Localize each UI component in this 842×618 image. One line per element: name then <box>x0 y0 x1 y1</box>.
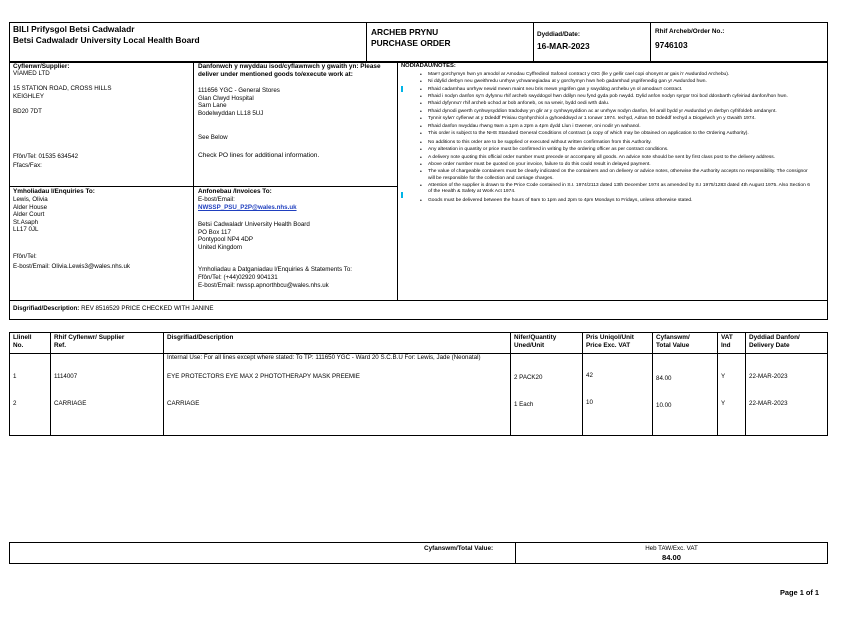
supplier-line <box>13 78 111 86</box>
invoices-email-link[interactable]: NWSSP_PSU_P2P@wales.nhs.uk <box>198 204 297 211</box>
notes-label: NODIADAU/NOTES: <box>401 63 456 69</box>
col-header-price: Pris Uniqol/Unit Price Exc. VAT <box>586 334 634 349</box>
invoices-line: PO Box 117 <box>198 228 231 236</box>
invoices-label: Anfonebau /Invoices To: <box>198 188 272 195</box>
enquiries-line: Lewis, Olivia <box>13 196 48 203</box>
date-label: Dyddiad/Date: <box>537 31 580 38</box>
enquiries-label: Ymholiadau l/Enquiries To: <box>13 188 95 195</box>
table-row-2-line: 2 <box>13 400 17 407</box>
delivery-heading: Danfonwch y nwyddau isod/cyflawnwch y gwaith yn: Please deliver under mentioned goods to/execute work at: <box>198 63 381 78</box>
total-value-label: Cyfanswm/Total Value: <box>424 545 494 552</box>
notes-list <box>402 72 812 206</box>
statements-label: Ymholiadau a Datganiadau l/Enquiries & Statements To: <box>198 266 352 273</box>
delivery-line: Sarn Lane <box>198 102 227 109</box>
invoices-line: Betsi Cadwaladr University Health Board <box>198 221 310 228</box>
table-row-1-description: EYE PROTECTORS EYE MAX 2 PHOTOTHERAPY MASK PREEMIE <box>167 373 360 380</box>
description-label: Disgrifiad/Description: <box>13 305 80 312</box>
enquiries-address <box>13 196 48 234</box>
table-row-1-price: 42 <box>586 372 593 379</box>
statements-email[interactable]: E-bost/Email: nwssp.apnorthbcu@wales.nhs.uk <box>198 282 329 289</box>
table-row-2-total: 10.00 <box>656 402 672 409</box>
enquiries-line: St.Asaph <box>13 218 39 226</box>
note-item: • Goods must be delivered between the hours of 9am to 1pm and 2pm to 4pm Mondays to Fridays, unless otherwise stated. <box>402 198 812 204</box>
note-item: • Above order number must be quoted on your invoice, failure to do this could result in delayed payment. <box>402 162 812 168</box>
check-po-lines: Check PO lines for additional information. <box>198 152 320 159</box>
invoices-line: Pontypool NP4 4DP <box>198 236 254 243</box>
table-row-2-vat: Y <box>721 400 726 407</box>
invoices-line: United Kingdom <box>198 243 243 251</box>
table-row-2-description: CARRIAGE <box>167 400 200 407</box>
description-row <box>13 305 213 313</box>
invoices-address <box>198 221 310 251</box>
supplier-line: VIAMED LTD <box>13 70 50 77</box>
supplier-line: 15 STATION ROAD, CROSS HILLS <box>13 85 112 92</box>
col-header-qty: Nifer/Quantity Uned/Unit <box>514 334 557 349</box>
delivery-line: Glan Clwyd Hospital <box>198 94 254 102</box>
note-item: • Ni ddylid derbyn neu gweithredu unrhyw ychwanegiadau at y gorchymyn hwn heb gadarnhad ysgrifenedig gan yr Awdurdod hwn. <box>402 79 812 85</box>
note-item: • No additions to this order are to be supplied or executed without written confirmation from this Authority. <box>402 140 812 146</box>
supplier-line <box>13 100 111 108</box>
note-item: • Rhaid cadarnhau unrhyw newid mewn maint neu bris mewn ysgrifen gan y swyddog archebu yn ol amodau'r contract. <box>402 87 812 93</box>
note-item: • Rhaid dynodi gwerth cynhwysyddion tradodwy yn glir ar y cynhwysyddion ac ar unrhyw nodyn danfon, fel arall bydd yr Awdurdod yn derbyn cyfrifoldeb amdanynt. <box>402 109 812 115</box>
date-value: 16-MAR-2023 <box>537 41 590 51</box>
col-header-description: Disgrifiad/Description <box>167 334 234 341</box>
note-item: • Rhaid danfon nwyddau rhwng 9am a 1pm a 2pm a 4pm dydd Llun i Gwener, oni nodir yn wahanol. <box>402 124 812 130</box>
delivery-line: 111656 YGC - General Stores <box>198 87 280 94</box>
see-below: See Below <box>198 134 228 141</box>
enquiries-line: Alder Court <box>13 211 45 218</box>
note-item: • A delivery note quoting this official order number must precede or accompany all goods. An advice note should be sent by first class post to the delivery address. <box>402 155 812 161</box>
statements-phone: Ffôn/Tel: (+44)02920 904131 <box>198 274 278 281</box>
table-row-1-date: 22-MAR-2023 <box>749 373 788 380</box>
note-item: • Attention of the supplier is drawn to the Price Code contained in S.I. 1974/2113 dated 13th December 1974 as amended by S.I 1975/1283 dated 4th August 1975. Also Section 6 of the Health & Safety at Work Act 1974. <box>402 183 812 195</box>
note-item: • Rhaid i nodyn danfon sy'n dyfynnu rhif archeb swyddogol hwn ddilyn neu fynd gyda pob nwydd. Dylid anfon nodyn syrgor troi bod ddosbarth cyfeiriad danfon/hon hwn. <box>402 94 812 100</box>
table-row-2-date: 22-MAR-2023 <box>749 400 788 407</box>
supplier-label: Cyflenwr/Supplier: <box>13 63 70 70</box>
supplier-phone: Ffôn/Tel: 01535 634542 <box>13 153 79 160</box>
table-row-1-line: 1 <box>13 373 17 380</box>
doc-title-welsh: ARCHEB PRYNU <box>371 27 439 37</box>
col-header-vat: VAT Ind <box>721 334 733 349</box>
col-header-delivery-date: Dyddiad Danfon/ Delivery Date <box>749 334 800 349</box>
enquiries-phone: Ffôn/Tel: <box>13 253 37 260</box>
total-excl-vat-value: 84.00 <box>661 553 681 562</box>
note-item: • The value of chargeable containers must be clearly indicated on the containers and on delivery or advice notes, otherwise the Authority accepts no responsibility. The consignor will be responsible for the collection and carriage charges. <box>402 169 812 181</box>
org-name-english: Betsi Cadwaladr University Local Health Board <box>13 35 200 45</box>
description-value: REV 8516529 PRICE CHECKED WITH JANINE <box>81 305 214 312</box>
table-row-2-qty: 1 Each <box>514 401 534 408</box>
order-no-label: Rhif Archeb/Order No.: <box>655 28 725 35</box>
note-item: • This order is subject to the NHS Standard General Conditions of contract (a copy of which may be obtained on application to the Ordering Authority). <box>402 131 812 137</box>
org-name-welsh: BILI Prifysgol Betsi Cadwaladr <box>13 24 135 34</box>
table-row-2-price: 10 <box>586 399 593 406</box>
page-number: Page 1 of 1 <box>780 588 820 597</box>
order-no-value: 9746103 <box>655 40 688 50</box>
invoices-email-label: E-bost/Email: <box>198 196 235 203</box>
delivery-line: Bodelwyddan LL18 5UJ <box>198 109 264 117</box>
note-item: • Mae'r gorchymyn hwn yn amodol ar Amodau Cyffredinol Safonol contract y GIG (lle y gellir cael copi ohonynt ar gais i'r Awdurdod Archebu). <box>402 72 812 78</box>
enquiries-line: Alder House <box>13 203 48 211</box>
col-header-ref: Rhif Cyflenwr/ Supplier Ref. <box>54 334 125 349</box>
delivery-address <box>198 87 280 117</box>
doc-title-english: PURCHASE ORDER <box>371 38 451 48</box>
total-excl-vat-label: Heb TAW/Exc. VAT <box>645 545 698 552</box>
supplier-line: BD20 7DT <box>13 107 42 115</box>
table-row-2-ref: CARRIAGE <box>54 400 87 407</box>
col-header-line: Llinell No. <box>13 334 32 349</box>
table-row-1-qty: 2 PACK20 <box>514 374 543 381</box>
supplier-fax: Ffacs/Fax: <box>13 162 42 169</box>
enquiries-email[interactable]: E-bost/Email: Olivia.Lewis3@wales.nhs.uk <box>13 263 131 270</box>
internal-use-note: Internal Use: For all lines except where stated: To TP: 111650 YGC - Ward 20 S.C.B.U For: Lewis, Jade (Neonatal) <box>167 354 481 361</box>
note-item: • Tynnir sylw'r cyflenwr at y Ddeddf Prisiau Gynhyrchiol a gyhoeddwyd ar 1 Ionawr 1974. Iechyd, Adran 50 Ddeddf Iechyd a Diogelwch yn y Gwaith 1974. <box>402 116 812 122</box>
lines-table <box>9 332 828 436</box>
table-row-1-total: 84.00 <box>656 375 672 382</box>
col-header-total: Cyfanswm/ Total Value <box>656 334 690 349</box>
enquiries-line: LL17 0JL <box>13 226 39 233</box>
table-row-1-vat: Y <box>721 373 726 380</box>
table-row-1-ref: 1114007 <box>54 373 78 380</box>
supplier-line: KEIGHLEY <box>13 92 44 100</box>
supplier-address <box>13 70 111 115</box>
note-item: • Any alteration in quantity or price must be confirmed in writing by the ordering officer as per contract conditions. <box>402 147 812 153</box>
note-item: • Rhaid dyfynnu'r rhif archeb uchod ar bob anfoneb, os na wneir, bydd oedi wrth dalu. <box>402 101 812 107</box>
